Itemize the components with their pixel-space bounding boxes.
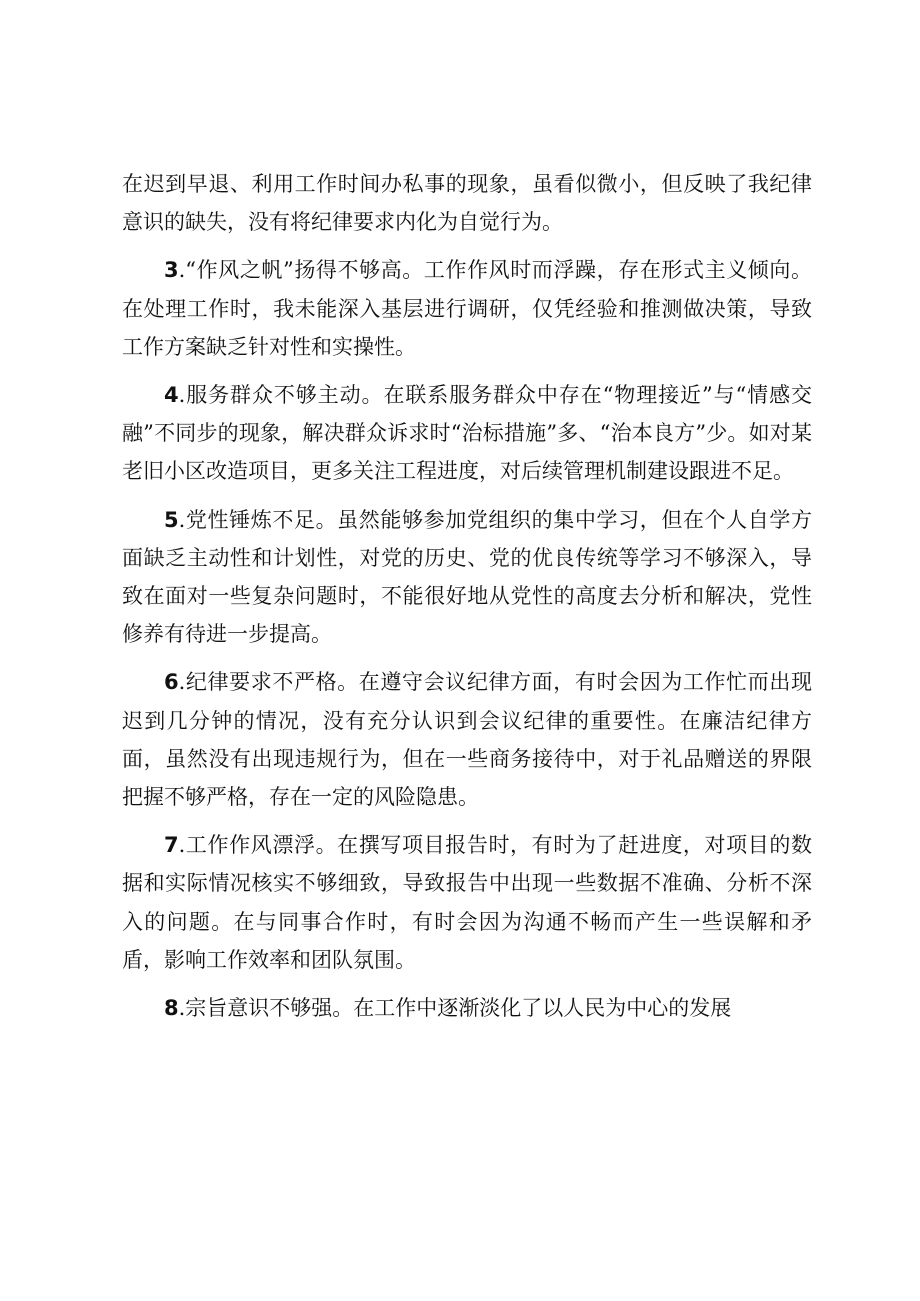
paragraph-item-3 <box>122 251 812 366</box>
paragraph-number: 5 <box>164 507 179 532</box>
paragraph-number: 4 <box>164 383 179 408</box>
paragraph-item-7 <box>122 826 812 979</box>
paragraph-text: 在迟到早退、利用工作时间办私事的现象，虽看似微小，但反映了我纪律意识的缺失，没有将纪律要求内化为自觉行为。 <box>122 172 812 235</box>
paragraph-number: 3 <box>164 258 179 283</box>
paragraph-number: 7 <box>164 833 179 858</box>
paragraph-item-6 <box>122 663 812 816</box>
document-body <box>122 165 812 1037</box>
paragraph-text: .“作风之帆”扬得不够高。工作作风时而浮躁，存在形式主义倾向。在处理工作时，我未能深入基层进行调研，仅凭经验和推测做决策，导致工作方案缺乏针对性和实操性。 <box>122 258 812 359</box>
paragraph-item-4 <box>122 376 812 491</box>
paragraph-text: .工作作风漂浮。在撰写项目报告时，有时为了赶进度，对项目的数据和实际情况核实不够细致，导致报告中出现一些数据不准确、分析不深入的问题。在与同事合作时，有时会因为沟通不畅而产生一些误解和矛盾，影响工作效率和团队氛围。 <box>122 833 812 972</box>
paragraph-text: .宗旨意识不够强。在工作中逐渐淡化了以人民为中心的发展 <box>178 996 732 1021</box>
paragraph-number: 6 <box>164 670 179 695</box>
paragraph-text: .纪律要求不严格。在遵守会议纪律方面，有时会因为工作忙而出现迟到几分钟的情况，没有充分认识到会议纪律的重要性。在廉洁纪律方面，虽然没有出现违规行为，但在一些商务接待中，对于礼品赠送的界限把握不够严格，存在一定的风险隐患。 <box>122 670 812 810</box>
paragraph-number: 8 <box>164 996 179 1021</box>
paragraph-item-5 <box>122 501 812 654</box>
paragraph-text: .服务群众不够主动。在联系服务群众中存在“物理接近”与“情感交融”不同步的现象，解决群众诉求时“治标措施”多、“治本良方”少。如对某老旧小区改造项目，更多关注工程进度，对后续管理机制建设跟进不足。 <box>122 383 812 484</box>
paragraph-continuation <box>122 165 812 241</box>
paragraph-item-8 <box>122 989 812 1027</box>
paragraph-text: .党性锤炼不足。虽然能够参加党组织的集中学习，但在个人自学方面缺乏主动性和计划性，对党的历史、党的优良传统等学习不够深入，导致在面对一些复杂问题时，不能很好地从党性的高度去分析和解决，党性修养有待进一步提高。 <box>122 507 812 647</box>
